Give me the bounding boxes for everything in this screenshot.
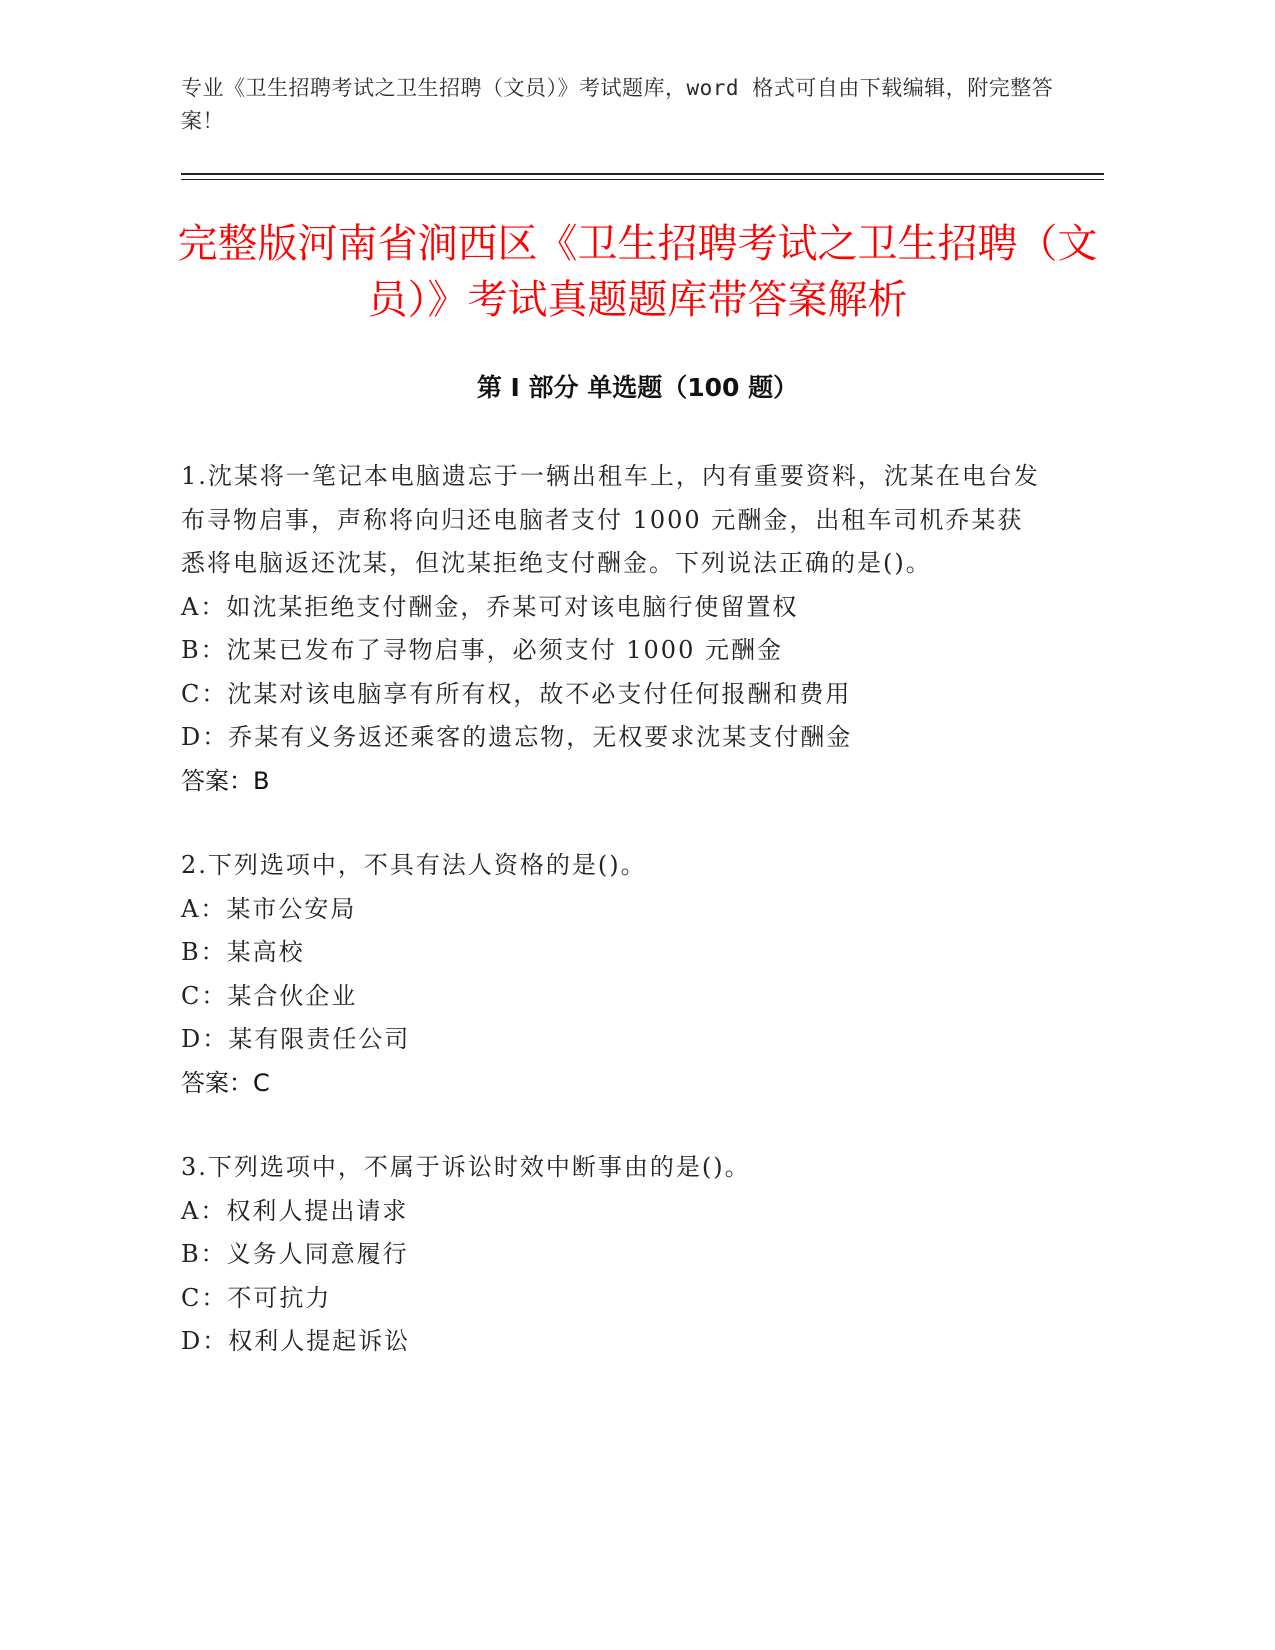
question-stem: 3.下列选项中，不属于诉讼时效中断事由的是()。 xyxy=(181,1153,751,1181)
option-d: D：某有限责任公司 xyxy=(181,1025,411,1053)
option-a: A：某市公安局 xyxy=(181,894,357,923)
option-d: D：权利人提起诉讼 xyxy=(181,1327,411,1355)
option-a: A：如沈某拒绝支付酬金，乔某可对该电脑行使留置权 xyxy=(181,592,799,621)
option-c: C：不可抗力 xyxy=(181,1283,332,1312)
question-2 xyxy=(181,844,1041,1105)
option-b: B：义务人同意履行 xyxy=(181,1240,409,1268)
option-c: C：沈某对该电脑享有所有权，故不必支付任何报酬和费用 xyxy=(181,679,852,708)
option-b: B：沈某已发布了寻物启事，必须支付 1000 元酬金 xyxy=(181,636,783,664)
header-note: 专业《卫生招聘考试之卫生招聘（文员）》考试题库，word 格式可自由下载编辑，附完整答案！ xyxy=(181,76,1054,133)
option-d: D：乔某有义务返还乘客的遗忘物，无权要求沈某支付酬金 xyxy=(181,723,853,751)
question-1 xyxy=(181,455,1041,803)
question-3 xyxy=(181,1146,1041,1364)
option-c: C：某合伙企业 xyxy=(181,981,358,1010)
header-divider-thick xyxy=(181,173,1104,175)
document-title: 完整版河南省涧西区《卫生招聘考试之卫生招聘（文员）》考试真题题库带答案解析 xyxy=(177,221,1098,323)
question-list xyxy=(181,455,1041,1405)
option-b: B：某高校 xyxy=(181,938,305,966)
question-stem: 2.下列选项中，不具有法人资格的是()。 xyxy=(181,851,647,879)
answer-line: 答案：B xyxy=(181,766,270,795)
option-a: A：权利人提出请求 xyxy=(181,1196,409,1225)
header-divider-thin xyxy=(181,179,1104,180)
question-stem: 1.沈某将一笔记本电脑遗忘于一辆出租车上，内有重要资料，沈某在电台发布寻物启事，声称将向归还电脑者支付 1000 元酬金，出租车司机乔某获悉将电脑返还沈某，但沈某拒绝支付酬金。下列说法正确的是()。 xyxy=(181,462,1040,577)
answer-line: 答案：C xyxy=(181,1068,270,1097)
section-heading: 第 I 部分 单选题（100 题） xyxy=(476,373,799,402)
